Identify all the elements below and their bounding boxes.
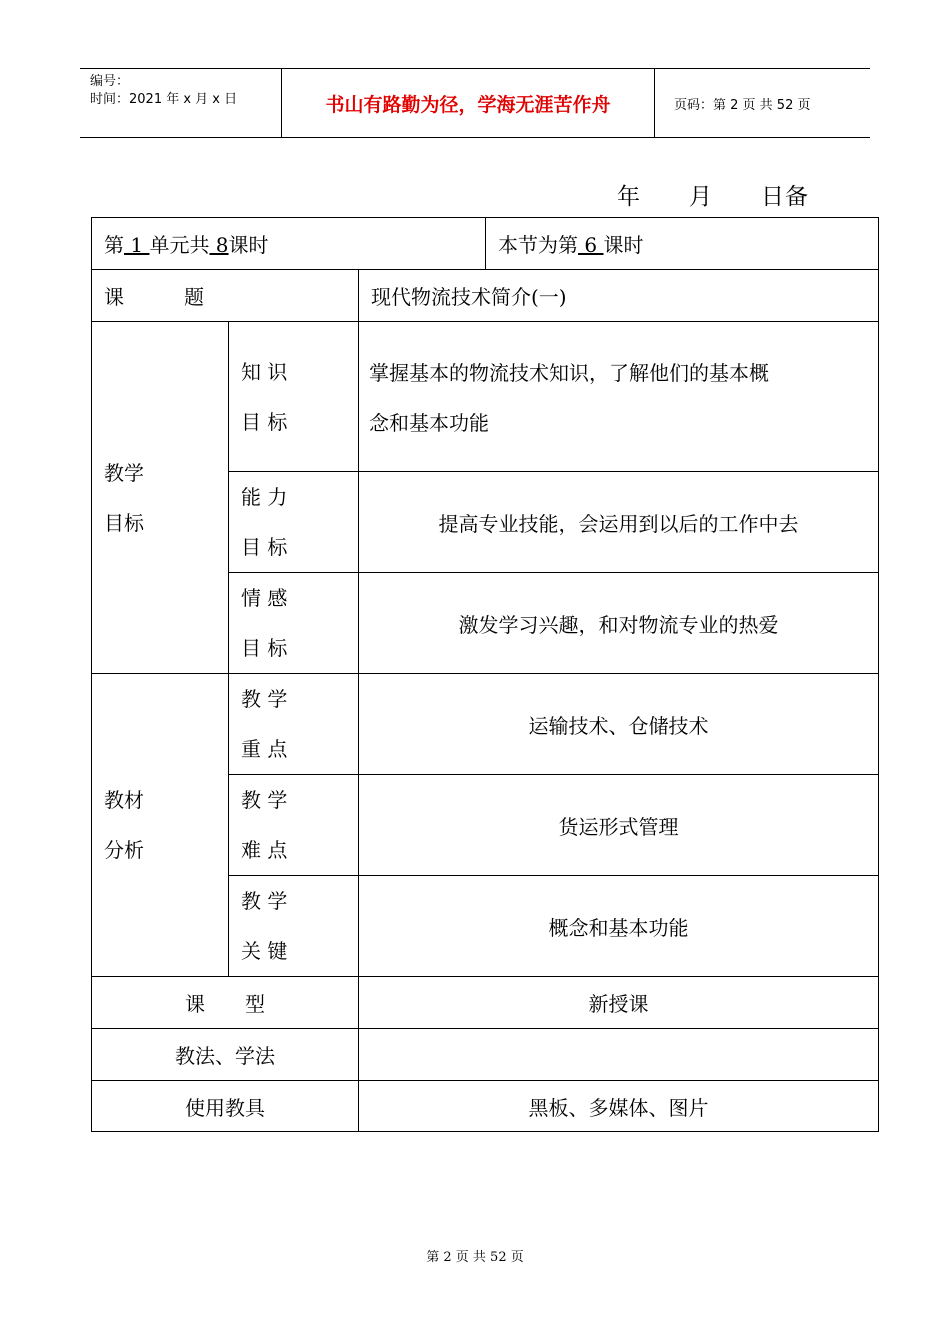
knowledge-goal-label bbox=[229, 322, 359, 472]
document-header bbox=[80, 68, 870, 138]
section-cell bbox=[486, 218, 879, 270]
teaching-goals-label bbox=[92, 322, 229, 674]
knowledge-goal-label-line2: 目 标 bbox=[241, 409, 288, 434]
lesson-type-value: 新授课 bbox=[359, 977, 879, 1029]
knowledge-goal-content-line1: 掌握基本的物流技术知识，了解他们的基本概 bbox=[369, 361, 769, 385]
lesson-type-row bbox=[92, 977, 879, 1029]
page-info-text: 页码：第 2 页 共 52 页 bbox=[674, 97, 811, 113]
time-label: 时间：2021 年 x 月 x 日 bbox=[90, 92, 238, 107]
topic-row bbox=[92, 270, 879, 322]
date-line: 年 月 日备 bbox=[617, 184, 809, 210]
material-analysis-label-line2: 分析 bbox=[104, 838, 144, 862]
difficulty-label-line2: 难 点 bbox=[241, 838, 288, 862]
key-point-label-line2: 重 点 bbox=[241, 737, 288, 761]
critical-content: 概念和基本功能 bbox=[359, 876, 879, 977]
ability-goal-content: 提高专业技能，会运用到以后的工作中去 bbox=[359, 472, 879, 573]
critical-label-line2: 关 键 bbox=[241, 939, 288, 963]
tools-label: 使用教具 bbox=[92, 1081, 359, 1132]
unit-cell bbox=[92, 218, 486, 270]
unit-number: 1 bbox=[124, 233, 150, 257]
section-prefix: 本节为第 bbox=[498, 233, 579, 257]
header-page-info bbox=[664, 69, 870, 137]
key-point-label bbox=[229, 674, 359, 775]
critical-label-line1: 教 学 bbox=[241, 889, 288, 913]
topic-value: 现代物流技术简介(一) bbox=[359, 270, 879, 322]
section-number: 6 bbox=[578, 233, 604, 257]
teaching-goals-label-line1: 教学 bbox=[104, 460, 144, 485]
tools-value: 黑板、多媒体、图片 bbox=[359, 1081, 879, 1132]
unit-prefix: 第 bbox=[104, 233, 124, 257]
page-footer: 第 2 页 共 52 页 bbox=[426, 1250, 524, 1265]
key-point-label-line1: 教 学 bbox=[241, 687, 288, 711]
knowledge-goal-content-line2: 念和基本功能 bbox=[369, 411, 489, 435]
emotion-goal-label-line2: 目 标 bbox=[241, 636, 288, 660]
header-motto: 书山有路勤为径，学海无涯苦作舟 bbox=[281, 69, 655, 137]
knowledge-goal-content bbox=[359, 322, 879, 472]
ability-goal-label bbox=[229, 472, 359, 573]
unit-suffix: 课时 bbox=[228, 233, 269, 257]
difficulty-label bbox=[229, 775, 359, 876]
teaching-goals-label-line2: 目标 bbox=[104, 510, 144, 535]
methods-row bbox=[92, 1029, 879, 1081]
unit-mid: 单元共 bbox=[149, 233, 210, 257]
emotion-goal-label bbox=[229, 573, 359, 674]
emotion-goal-label-line1: 情 感 bbox=[241, 586, 288, 610]
unit-row bbox=[92, 218, 879, 270]
difficulty-content: 货运形式管理 bbox=[359, 775, 879, 876]
ability-goal-label-line1: 能 力 bbox=[241, 485, 288, 509]
key-point-content: 运输技术、仓储技术 bbox=[359, 674, 879, 775]
topic-label: 课 题 bbox=[92, 270, 359, 322]
material-analysis-label bbox=[92, 674, 229, 977]
unit-hours: 8 bbox=[209, 233, 229, 257]
lesson-type-label: 课 型 bbox=[92, 977, 359, 1029]
knowledge-goal-row bbox=[92, 322, 879, 472]
lesson-plan-table bbox=[91, 217, 879, 1132]
ability-goal-label-line2: 目 标 bbox=[241, 535, 288, 559]
number-label: 编号： bbox=[90, 74, 130, 89]
emotion-goal-content: 激发学习兴趣，和对物流专业的热爱 bbox=[359, 573, 879, 674]
material-analysis-label-line1: 教材 bbox=[104, 788, 144, 812]
section-suffix: 课时 bbox=[603, 233, 644, 257]
methods-label: 教法、学法 bbox=[92, 1029, 359, 1081]
key-point-row bbox=[92, 674, 879, 775]
methods-value bbox=[359, 1029, 879, 1081]
knowledge-goal-label-line1: 知 识 bbox=[241, 359, 288, 384]
difficulty-label-line1: 教 学 bbox=[241, 788, 288, 812]
critical-label bbox=[229, 876, 359, 977]
tools-row bbox=[92, 1081, 879, 1132]
header-meta bbox=[80, 69, 280, 137]
